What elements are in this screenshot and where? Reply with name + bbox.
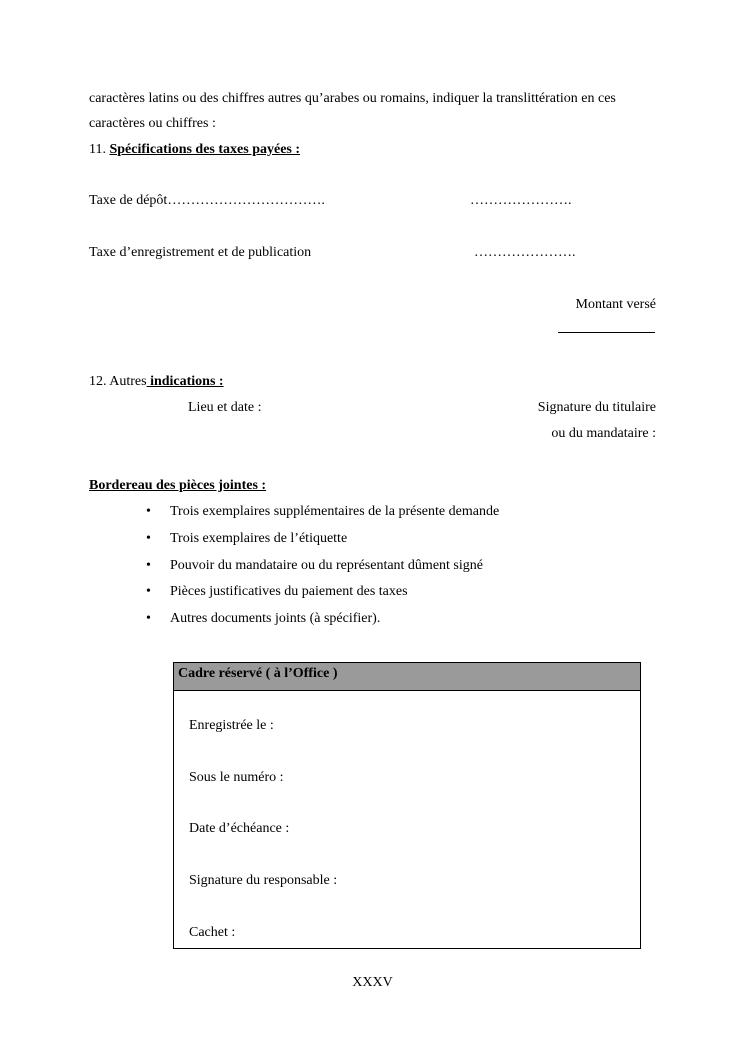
sous-le-numero-field: Sous le numéro :	[189, 770, 284, 785]
cachet-field: Cachet :	[189, 925, 236, 940]
page-number: XXXV	[352, 975, 393, 990]
lieu-date-label: Lieu et date :	[188, 400, 262, 415]
montant-verse-line	[558, 332, 655, 333]
tax-depot-label: Taxe de dépôt…………………………….	[89, 193, 325, 208]
montant-verse-label: Montant versé	[575, 297, 656, 312]
section-12-title: indications :	[146, 374, 224, 389]
tax-enregistrement-amount: ………………….	[474, 245, 576, 260]
intro-line-2: caractères ou chiffres :	[89, 116, 216, 131]
list-item: • Trois exemplaires supplémentaires de la présente demande	[146, 503, 499, 530]
list-item: • Autres documents joints (à spécifier).	[146, 610, 499, 637]
signature-responsable-field: Signature du responsable :	[189, 873, 338, 888]
list-item: • Pièces justificatives du paiement des taxes	[146, 583, 499, 610]
bordereau-title: Bordereau des pièces jointes :	[89, 478, 267, 493]
list-item: • Trois exemplaires de l’étiquette	[146, 530, 499, 557]
tax-depot-amount: ………………….	[470, 193, 572, 208]
section-12-heading	[89, 373, 224, 391]
section-11-number: 11.	[89, 142, 106, 157]
list-item: • Pouvoir du mandataire ou du représentant dûment signé	[146, 557, 499, 584]
intro-line-1: caractères latins ou des chiffres autres qu’arabes ou romains, indiquer la translittération en ces	[89, 91, 616, 106]
cadre-reserve-title: Cadre réservé ( à l’Office )	[174, 663, 640, 691]
tax-enregistrement-label: Taxe d’enregistrement et de publication	[89, 245, 312, 260]
signature-titulaire-label: Signature du titulaire	[537, 400, 656, 415]
enregistree-le-field: Enregistrée le :	[189, 718, 274, 733]
cadre-reserve-box	[173, 662, 641, 949]
section-12-number: 12. Autres	[89, 374, 147, 389]
bordereau-list	[146, 503, 499, 637]
section-11-heading	[89, 141, 300, 159]
signature-mandataire-label: ou du mandataire :	[551, 426, 656, 441]
date-echeance-field: Date d’échéance :	[189, 821, 290, 836]
section-11-title: Spécifications des taxes payées :	[109, 142, 301, 157]
